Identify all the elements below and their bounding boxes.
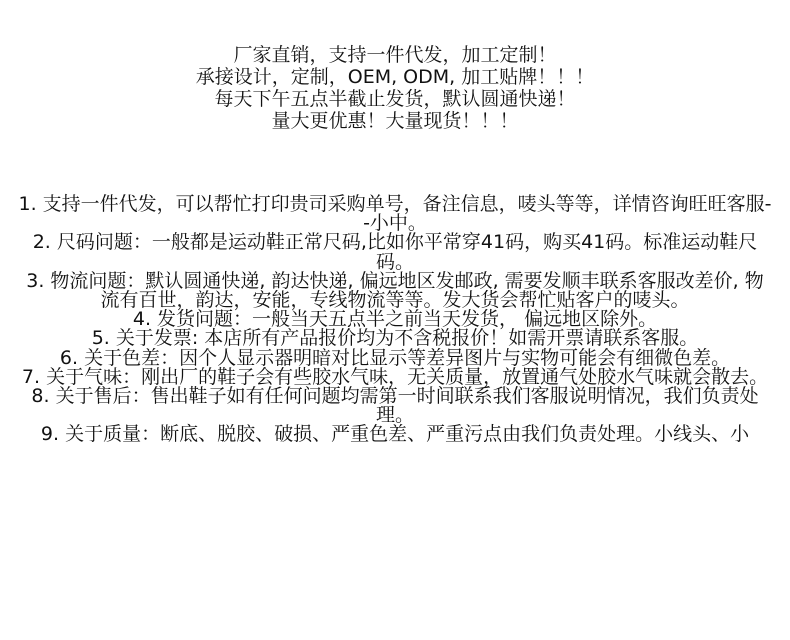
faq-item-sizing: 2. 尺码问题：一般都是运动鞋正常尺码,比如你平常穿41码，购买41码。标准运动鞋尺码。 [32, 231, 758, 273]
faq-item-quality: 9. 关于质量：断底、脱胶、破损、严重色差、严重污点由我们负责处理。小线头、小 [40, 423, 750, 446]
faq-item-color-difference: 6. 关于色差：因个人显示器明暗对比显示等差异图片与实物可能会有细微色差。 [59, 346, 731, 369]
faq-item-odor: 7. 关于气味：刚出厂的鞋子会有些胶水气味，无关质量，放置通气处胶水气味就会散去。 [21, 365, 769, 388]
faq-item-logistics: 3. 物流问题：默认圆通快递, 韵达快递, 偏远地区发邮政, 需要发顺丰联系客服改差价, 物流有百世，韵达，安能，专线物流等等。发大货会帮忙贴客户的唛头。 [26, 269, 764, 312]
promo-line-direct-sales: 厂家直销，支持一件代发，加工定制！ [233, 44, 557, 66]
promo-line-bulk-discount: 量大更优惠！大量现货！！！ [271, 110, 519, 132]
promo-header [0, 44, 790, 132]
faq-item-dropship: 1. 支持一件代发，可以帮忙打印贵司采购单号，备注信息，唛头等等，详情咨询旺旺客服--小中。 [18, 193, 772, 235]
faq-item-invoice: 5. 关于发票: 本店所有产品报价均为不含税报价！如需开票请联系客服。 [91, 327, 699, 350]
faq-item-shipping-time: 4. 发货问题：一般当天五点半之前当天发货， 偏远地区除外。 [132, 308, 658, 331]
promo-line-oem-odm: 承接设计，定制，OEM, ODM, 加工贴牌！！！ [195, 66, 595, 88]
faq-item-after-sales: 8. 关于售后：售出鞋子如有任何问题均需第一时间联系我们客服说明情况，我们负责处理。 [31, 385, 759, 427]
faq-list [18, 195, 772, 445]
promo-line-shipping-cutoff: 每天下午五点半截止发货，默认圆通快递！ [214, 88, 576, 110]
